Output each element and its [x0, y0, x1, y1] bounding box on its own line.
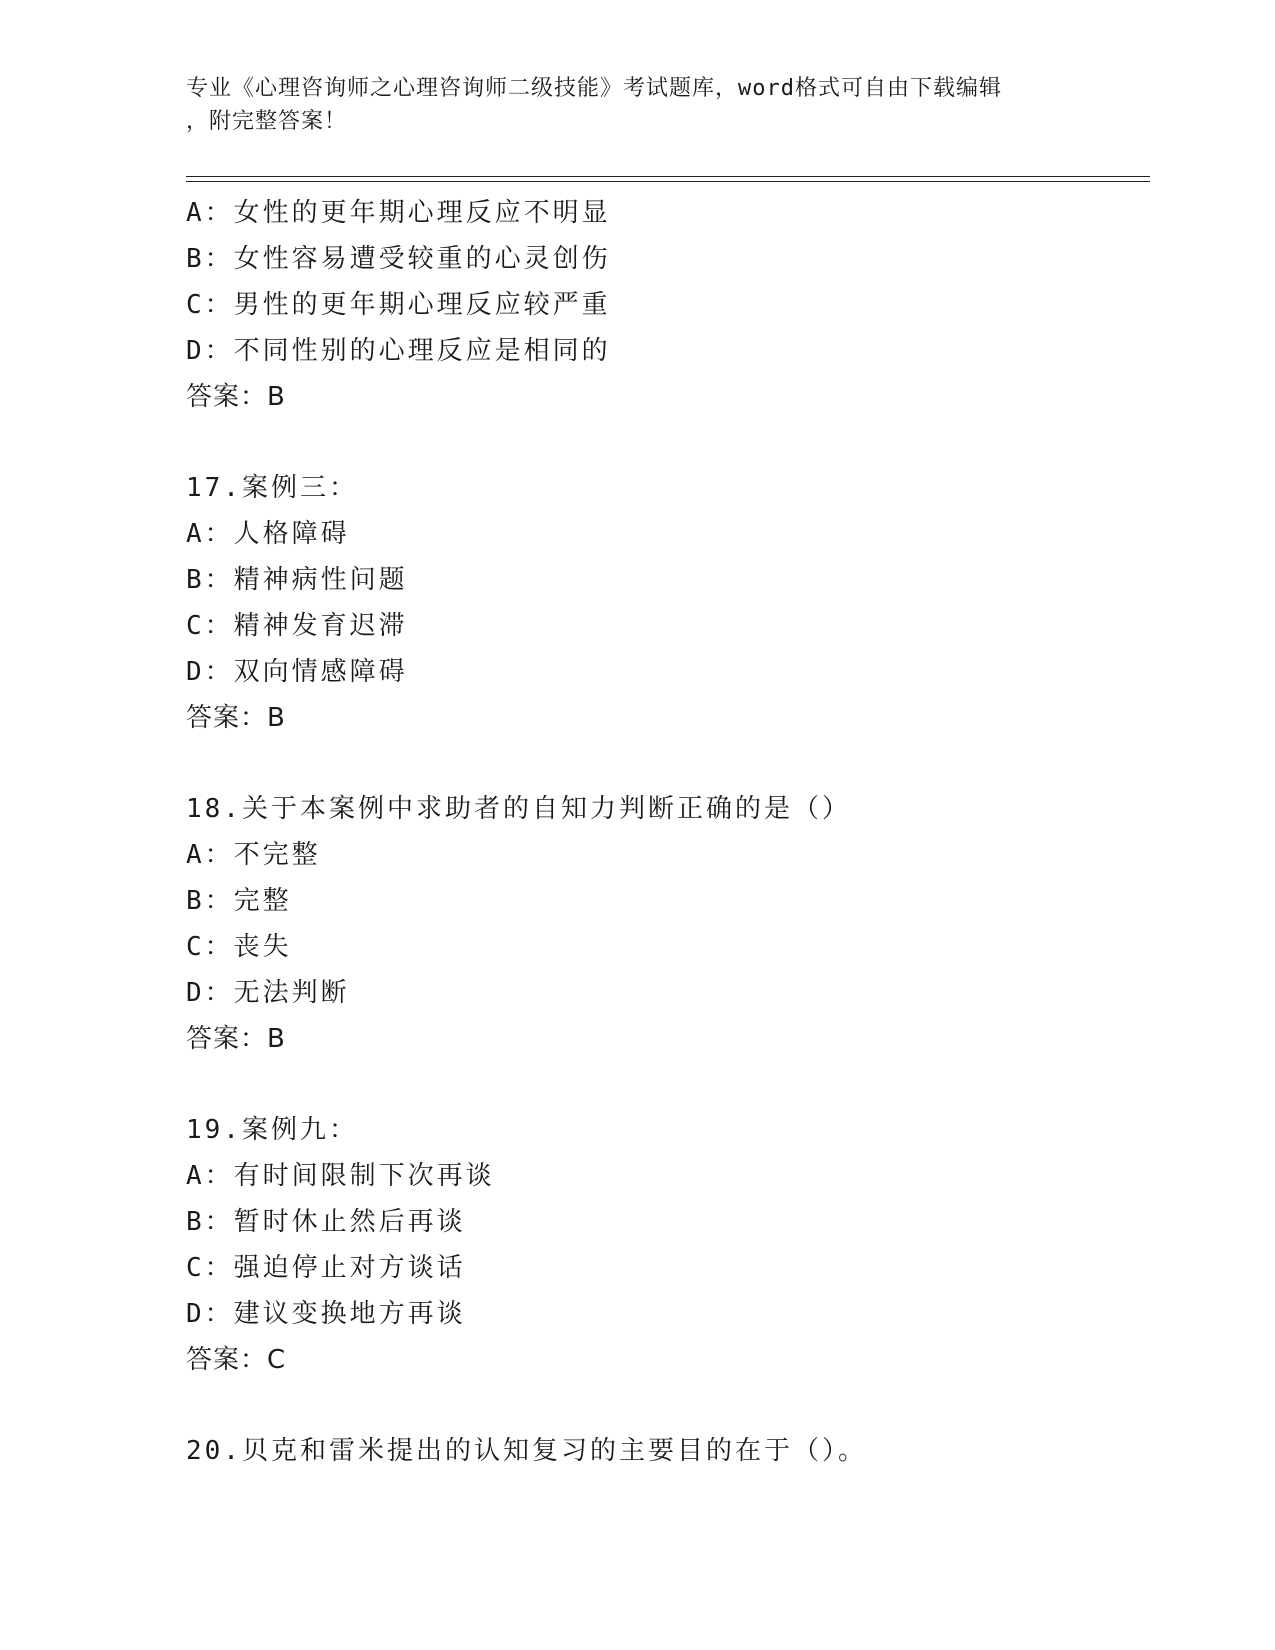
- option-d: D：双向情感障碍: [186, 657, 408, 687]
- spacer: [186, 1383, 1150, 1428]
- spacer: [186, 741, 1150, 786]
- option-c: C：强迫停止对方谈话: [186, 1253, 466, 1283]
- option-a: A：女性的更年期心理反应不明显: [186, 198, 611, 228]
- question-list: [186, 190, 1150, 1474]
- option-a: A：不完整: [186, 840, 321, 870]
- question-stem: 18.关于本案例中求助者的自知力判断正确的是（）: [186, 794, 851, 824]
- question-stem: 17.案例三：: [186, 473, 358, 503]
- option-b: B：完整: [186, 886, 292, 916]
- header-rule-top: [186, 176, 1150, 177]
- option-c: C：丧失: [186, 932, 292, 962]
- option-d: D：建议变换地方再谈: [186, 1299, 466, 1329]
- question-16: [186, 190, 1150, 420]
- answer: 答案：B: [186, 1024, 286, 1054]
- option-a: A：人格障碍: [186, 519, 350, 549]
- answer: 答案：B: [186, 382, 286, 412]
- answer: 答案：C: [186, 1345, 287, 1375]
- answer: 答案：B: [186, 703, 286, 733]
- option-c: C：男性的更年期心理反应较严重: [186, 290, 611, 320]
- option-b: B：女性容易遭受较重的心灵创伤: [186, 244, 611, 274]
- question-20: [186, 1428, 1150, 1474]
- question-19: [186, 1107, 1150, 1383]
- document-header: [186, 72, 1086, 138]
- header-rule-bottom: [186, 181, 1150, 182]
- option-a: A：有时间限制下次再谈: [186, 1161, 495, 1191]
- question-stem: 19.案例九：: [186, 1115, 358, 1145]
- spacer: [186, 1062, 1150, 1107]
- question-18: [186, 786, 1150, 1062]
- question-17: [186, 465, 1150, 741]
- header-line-1: 专业《心理咨询师之心理咨询师二级技能》考试题库，word格式可自由下载编辑: [186, 76, 1002, 101]
- spacer: [186, 420, 1150, 465]
- option-d: D：无法判断: [186, 978, 350, 1008]
- option-b: B：精神病性问题: [186, 565, 408, 595]
- question-stem: 20.贝克和雷米提出的认知复习的主要目的在于（）。: [186, 1436, 867, 1466]
- option-c: C：精神发育迟滞: [186, 611, 408, 641]
- header-line-2: ，附完整答案！: [186, 109, 348, 134]
- option-d: D：不同性别的心理反应是相同的: [186, 336, 611, 366]
- option-b: B：暂时休止然后再谈: [186, 1207, 466, 1237]
